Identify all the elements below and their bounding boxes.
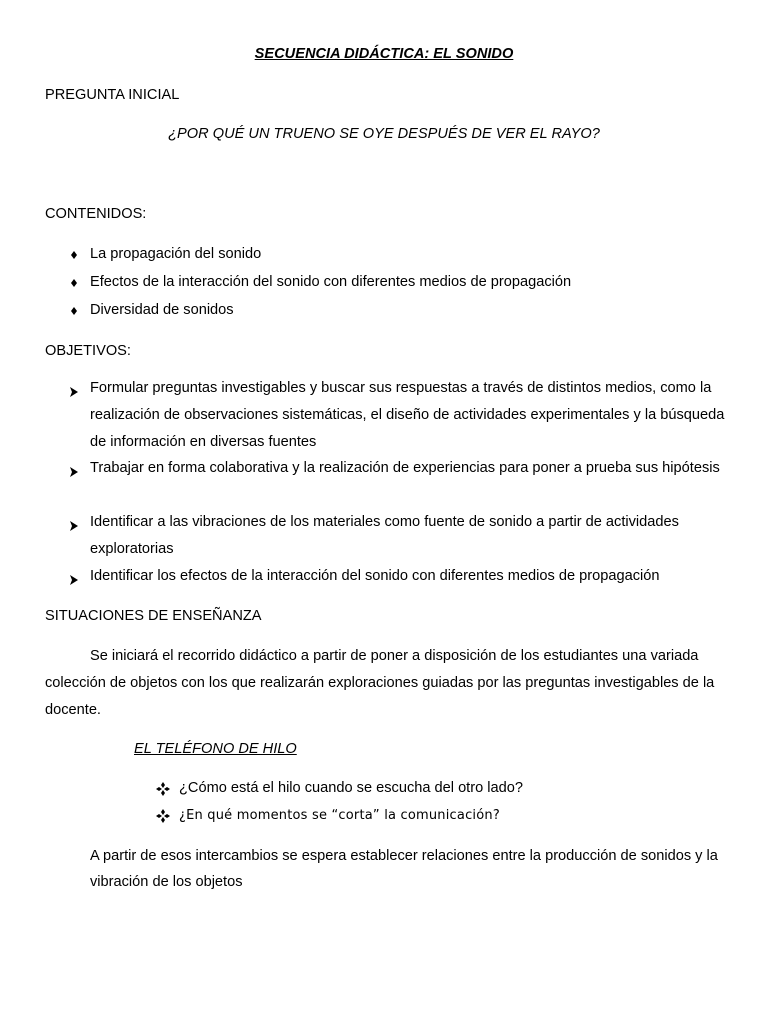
arrow-bullet-icon <box>67 382 81 399</box>
four-diamond-bullet-icon <box>155 808 171 828</box>
situaciones-closing: A partir de esos intercambios se espera establecer relaciones entre la producción de sonidos y la vibración de los objetos <box>90 848 718 890</box>
contenidos-heading: CONTENIDOS: <box>45 206 147 222</box>
telefono-question: ¿Cómo está el hilo cuando se escucha del otro lado? <box>179 780 523 796</box>
diamond-bullet-icon <box>67 248 81 266</box>
objetivos-item: Identificar los efectos de la interacción del sonido con diferentes medios de propagación <box>90 568 660 584</box>
contenidos-item: Efectos de la interacción del sonido con diferentes medios de propagación <box>90 274 572 290</box>
objetivos-item: Identificar a las vibraciones de los materiales como fuente de sonido a partir de actividades exploratorias <box>90 514 679 557</box>
objetivos-item: Trabajar en forma colaborativa y la realización de experiencias para poner a prueba sus hipótesis <box>90 460 720 476</box>
telefono-title: EL TELÉFONO DE HILO <box>134 741 297 757</box>
situaciones-intro: Se iniciará el recorrido didáctico a partir de poner a disposición de los estudiantes una variada colección de objetos con los que realizarán exploraciones guiadas por las preguntas investigables de la docente. <box>45 648 715 718</box>
contenidos-item: Diversidad de sonidos <box>90 302 234 318</box>
arrow-bullet-icon <box>67 570 81 587</box>
arrow-bullet-icon <box>67 462 81 479</box>
diamond-bullet-icon <box>67 304 81 322</box>
document-title: SECUENCIA DIDÁCTICA: EL SONIDO <box>254 46 514 62</box>
telefono-question: ¿En qué momentos se “corta” la comunicación? <box>179 808 500 823</box>
four-diamond-bullet-icon <box>155 781 171 801</box>
pregunta-inicial-heading: PREGUNTA INICIAL <box>45 87 180 103</box>
objetivos-heading: OBJETIVOS: <box>45 343 131 359</box>
objetivos-item: Formular preguntas investigables y buscar sus respuestas a través de distintos medios, como la realización de observaciones sistemáticas, el diseño de actividades experimentales y la búsqueda de información en diversas fuentes <box>90 380 725 450</box>
situaciones-heading: SITUACIONES DE ENSEÑANZA <box>45 608 262 624</box>
pregunta-inicial-question: ¿POR QUÉ UN TRUENO SE OYE DESPUÉS DE VER EL RAYO? <box>168 126 600 142</box>
arrow-bullet-icon <box>67 516 81 533</box>
contenidos-item: La propagación del sonido <box>90 246 262 262</box>
diamond-bullet-icon <box>67 276 81 294</box>
